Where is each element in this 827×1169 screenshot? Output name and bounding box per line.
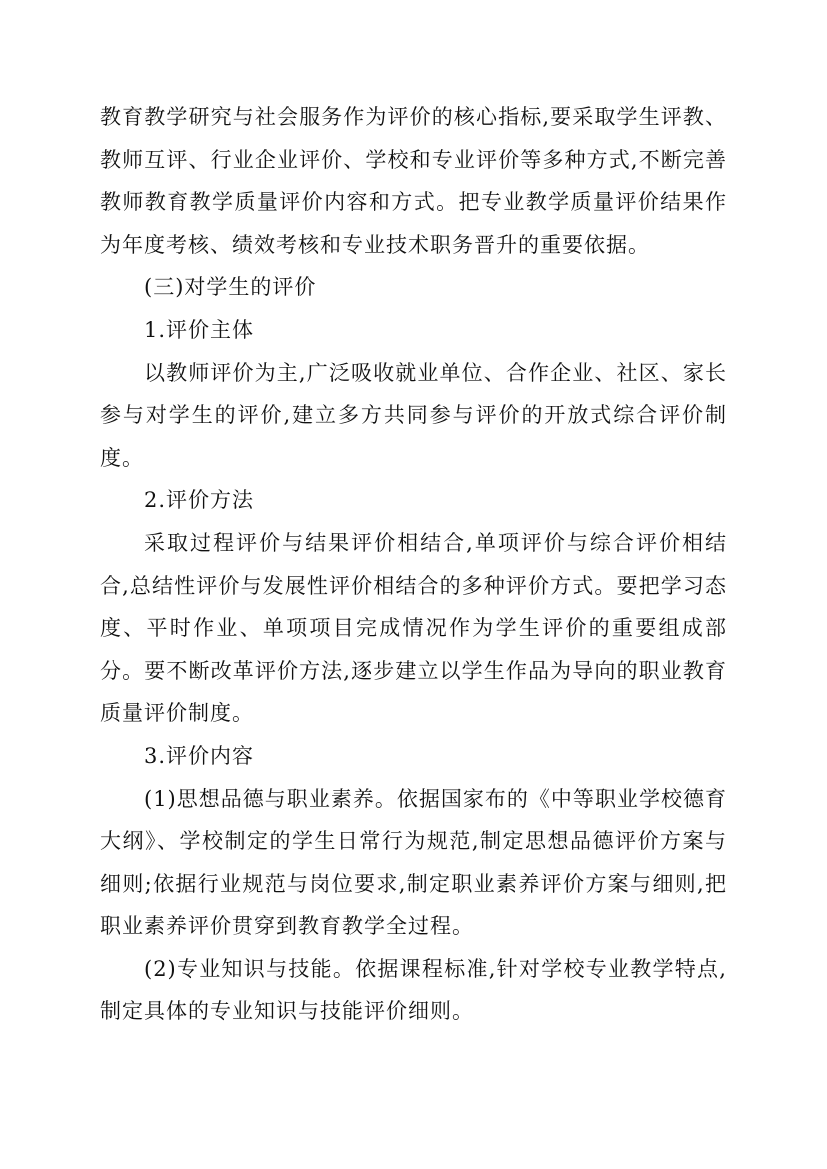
body-paragraph-teacher-evaluation: 教育教学研究与社会服务作为评价的核心指标,要采取学生评教、教师互评、行业企业评价、学校和专业评价等多种方式,不断完善教师教育教学质量评价内容和方式。把专业教学质量评价结果作为年度考核、绩效考核和专业技术职务晋升的重要依据。 xyxy=(100,105,727,257)
subheading-evaluation-subject: 1.评价主体 xyxy=(144,317,255,342)
section-heading-student-evaluation: (三)对学生的评价 xyxy=(144,275,317,300)
subheading-evaluation-content: 3.评价内容 xyxy=(144,743,255,768)
subheading-evaluation-method: 2.评价方法 xyxy=(144,488,255,513)
body-paragraph-moral-literacy: (1)思想品德与职业素养。依据国家布的《中等职业学校德育大纲》、学校制定的学生日常行为规范,制定思想品德评价方案与细则;依据行业规范与岗位要求,制定职业素养评价方案与细则,把职业素养评价贯穿到教育教学全过程。 xyxy=(100,786,727,939)
body-paragraph-professional-skills: (2)专业知识与技能。依据课程标准,针对学校专业教学特点,制定具体的专业知识与技能评价细则。 xyxy=(100,956,727,1024)
body-paragraph-evaluation-method: 采取过程评价与结果评价相结合,单项评价与综合评价相结合,总结性评价与发展性评价相结合的多种评价方式。要把学习态度、平时作业、单项项目完成情况作为学生评价的重要组成部分。要不断改革评价方法,逐步建立以学生作品为导向的职业教育质量评价制度。 xyxy=(100,530,727,726)
body-paragraph-evaluation-subject: 以教师评价为主,广泛吸收就业单位、合作企业、社区、家长参与对学生的评价,建立多方共同参与评价的开放式综合评价制度。 xyxy=(100,360,727,470)
